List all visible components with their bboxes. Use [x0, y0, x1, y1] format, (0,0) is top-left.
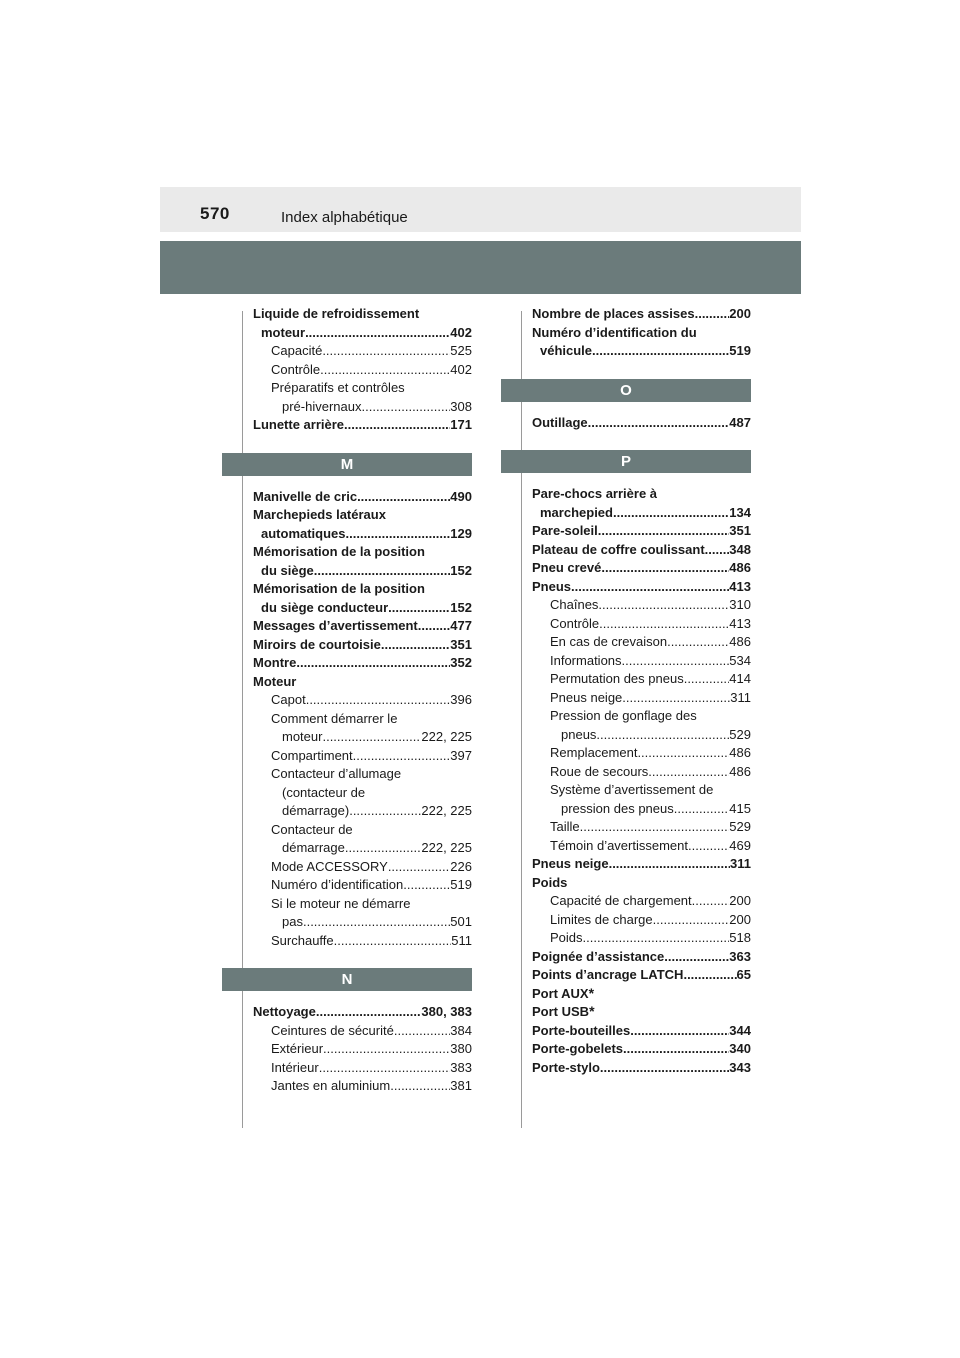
- dot-leader: [357, 488, 450, 507]
- index-entry-page: 363: [729, 948, 751, 964]
- index-entry-text: Pression de gonflage des: [550, 708, 697, 723]
- index-entry-text: Moteur: [253, 673, 297, 689]
- index-entry-text: moteur: [261, 324, 306, 340]
- index-entry-page: 152: [450, 599, 472, 615]
- index-entry-text: Messages d’avertissement: [253, 618, 418, 633]
- index-entry-text: pas: [282, 914, 303, 929]
- index-entry: [532, 652, 751, 671]
- index-entry-text: Ceintures de sécurité: [271, 1022, 394, 1038]
- index-entry-text: (contacteur de: [282, 784, 366, 800]
- index-entry-page: 351: [729, 523, 751, 538]
- dot-leader: [692, 892, 730, 911]
- dot-leader: [320, 361, 450, 380]
- index-group: [253, 1003, 472, 1096]
- index-entry: [532, 966, 751, 985]
- dot-leader: [418, 617, 451, 636]
- index-entry-text: Port USB: [532, 1004, 590, 1019]
- index-entry: [253, 691, 472, 710]
- index-entry-page: 529: [729, 819, 751, 834]
- index-entry-text: Préparatifs et contrôles: [271, 380, 405, 395]
- index-entry: [253, 416, 472, 435]
- dot-leader: [688, 837, 729, 856]
- index-entry-text: Surchauffe: [271, 932, 334, 948]
- index-entry: [253, 379, 472, 398]
- index-entry-text: Intérieur: [271, 1059, 319, 1075]
- index-entry-text: Porte-gobelets: [532, 1041, 624, 1056]
- index-entry-text: Plateau de coffre coulissant: [532, 541, 705, 557]
- index-entry-text: Numéro d’identification: [271, 877, 404, 892]
- index-entry-text: Pare-soleil: [532, 523, 598, 538]
- dot-leader: [306, 691, 451, 710]
- index-entry-page: 519: [729, 343, 751, 358]
- dot-leader: [345, 839, 422, 858]
- index-group: [532, 414, 751, 433]
- index-entry-text: Témoin d’avertissement: [550, 837, 688, 853]
- index-entry-page: 344: [729, 1022, 751, 1038]
- index-entry: [532, 744, 751, 763]
- index-entry-page: 129: [450, 525, 472, 541]
- index-entry-page: 222, 225: [421, 729, 472, 744]
- index-entry: [253, 1003, 472, 1022]
- index-entry-text: Poignée d’assistance: [532, 948, 665, 964]
- index-entry-page: 383: [450, 1059, 472, 1075]
- index-entry-page: 343: [729, 1059, 751, 1075]
- index-entry-page: 486: [729, 634, 751, 649]
- index-entry-page: 352: [450, 655, 472, 670]
- index-entry: [532, 707, 751, 726]
- page-title: Index alphabétique: [281, 209, 408, 226]
- dot-leader: [683, 966, 736, 985]
- left-column-rule: [242, 311, 243, 1128]
- index-entry-page: 529: [729, 726, 751, 742]
- dot-leader: [388, 858, 450, 877]
- dot-leader: [353, 747, 451, 766]
- dot-leader: [609, 855, 730, 874]
- dot-leader: [600, 1059, 729, 1078]
- index-entry-text: marchepied: [540, 504, 613, 520]
- dot-leader: [653, 911, 730, 930]
- dot-leader: [303, 913, 450, 932]
- index-group: [532, 485, 751, 1077]
- index-entry-page: 310: [729, 597, 751, 612]
- index-entry: [532, 559, 751, 578]
- index-entry: [532, 726, 751, 745]
- letter-heading-p: P: [501, 450, 751, 473]
- index-entry: [253, 839, 472, 858]
- letter-heading-n: N: [222, 968, 472, 991]
- index-entry-text: Liquide de refroidissement: [253, 306, 420, 321]
- dot-leader: [305, 324, 450, 343]
- index-entry-page: 311: [730, 689, 751, 705]
- header-band: [160, 241, 801, 294]
- index-entry-page: 381: [450, 1078, 472, 1093]
- index-entry: [253, 858, 472, 877]
- index-entry-text: Outillage: [532, 414, 588, 430]
- index-entry: [253, 525, 472, 544]
- index-entry: [532, 837, 751, 856]
- dot-leader: [583, 929, 730, 948]
- index-entry-text: démarrage: [282, 840, 345, 855]
- index-entry-text: Pneus neige: [550, 689, 623, 705]
- index-entry: [253, 747, 472, 766]
- index-entry-text: Informations: [550, 652, 622, 668]
- index-entry: [253, 895, 472, 914]
- index-entry-text: Si le moteur ne démarre: [271, 895, 411, 911]
- dot-leader: [622, 652, 730, 671]
- dot-leader: [623, 1040, 729, 1059]
- index-entry-text: Lunette arrière: [253, 417, 345, 432]
- index-entry-text: Chaînes: [550, 597, 599, 612]
- index-entry-text: Nettoyage: [253, 1004, 316, 1019]
- index-entry-text: Capacité: [271, 343, 323, 358]
- index-entry-text: Comment démarrer le: [271, 710, 398, 726]
- index-entry-text: moteur: [282, 729, 323, 744]
- index-entry-page: 501: [450, 914, 472, 929]
- index-entry: [253, 1040, 472, 1059]
- dot-leader: [316, 1003, 422, 1022]
- index-entry: [253, 784, 472, 803]
- dot-leader: [344, 416, 450, 435]
- dot-leader: [684, 670, 730, 689]
- index-entry-page: 518: [729, 930, 751, 945]
- index-entry-page: 469: [729, 837, 751, 853]
- dot-leader: [598, 522, 730, 541]
- index-entry: [253, 324, 472, 343]
- index-entry-text: En cas de crevaison: [550, 634, 668, 649]
- index-entry-page: 397: [450, 747, 472, 763]
- index-entry-page: 152: [450, 562, 472, 578]
- index-entry-text: Marchepieds latéraux: [253, 507, 386, 522]
- dot-leader: [622, 689, 730, 708]
- index-entry-page: 134: [729, 504, 751, 520]
- index-entry-page: 413: [729, 578, 751, 594]
- right-index-column: [532, 305, 751, 1077]
- index-group: [253, 488, 472, 951]
- index-entry-text: pré-hivernaux: [282, 398, 362, 414]
- dot-leader: [598, 596, 729, 615]
- index-entry-text: Montre: [253, 655, 297, 670]
- index-entry-text: Capacité de chargement: [550, 893, 692, 908]
- index-entry-page: 402: [450, 324, 472, 340]
- index-entry-page: 65: [736, 967, 751, 982]
- index-entry-text: démarrage): [282, 803, 350, 818]
- dot-leader: [296, 654, 450, 673]
- index-entry: [532, 855, 751, 874]
- index-entry-page: 525: [450, 343, 472, 358]
- index-entry: [532, 1059, 751, 1078]
- index-entry: [253, 710, 472, 729]
- dot-leader: [388, 599, 450, 618]
- index-entry: [532, 541, 751, 560]
- index-entry: [253, 1059, 472, 1078]
- index-entry: [532, 485, 751, 504]
- dot-leader: [705, 541, 730, 560]
- index-entry-text: pneus: [561, 726, 597, 742]
- letter-heading-o: O: [501, 379, 751, 402]
- index-entry-page: 477: [450, 618, 472, 633]
- index-entry-text: Taille: [550, 819, 580, 834]
- dot-leader: [613, 504, 729, 523]
- dot-leader: [322, 342, 450, 361]
- index-entry: [253, 305, 472, 324]
- page-number: 570: [200, 204, 230, 223]
- dot-leader: [314, 562, 451, 581]
- index-entry-text: véhicule: [540, 343, 593, 358]
- dot-leader: [599, 615, 729, 634]
- index-entry: [253, 599, 472, 618]
- index-entry: [253, 673, 472, 692]
- index-entry: [253, 728, 472, 747]
- index-entry: [532, 414, 751, 433]
- index-entry-page: 384: [450, 1022, 472, 1038]
- index-entry: [253, 361, 472, 380]
- index-entry: Port USB *: [532, 1003, 751, 1022]
- index-entry-text: Poids: [550, 930, 583, 945]
- index-entry-text: du siège conducteur: [261, 599, 389, 615]
- index-entry-page: 519: [450, 877, 472, 892]
- dot-leader: [596, 726, 729, 745]
- index-entry-text: Port AUX: [532, 985, 589, 1001]
- index-entry-text: Porte-bouteilles: [532, 1022, 631, 1038]
- index-entry-page: 414: [729, 671, 751, 686]
- index-entry-text: Contrôle: [550, 615, 600, 631]
- index-entry: [253, 876, 472, 895]
- dot-leader: [394, 1022, 450, 1041]
- index-entry: [253, 580, 472, 599]
- index-entry-page: 226: [450, 858, 472, 874]
- dot-leader: [346, 525, 451, 544]
- dot-leader: [334, 932, 452, 951]
- index-entry: [253, 654, 472, 673]
- index-entry-page: 487: [729, 414, 751, 430]
- index-entry: [532, 324, 751, 343]
- index-entry-page: 486: [729, 560, 751, 575]
- header-bar: [160, 187, 801, 232]
- index-entry: [532, 305, 751, 324]
- index-entry-page: 222, 225: [421, 803, 472, 818]
- index-entry-text: Extérieur: [271, 1041, 324, 1056]
- index-entry: [253, 617, 472, 636]
- index-entry-page: 402: [450, 361, 472, 377]
- index-entry: [532, 615, 751, 634]
- index-entry-text: Jantes en aluminium: [271, 1078, 391, 1093]
- index-entry-page: 340: [729, 1041, 751, 1056]
- index-entry: [253, 1022, 472, 1041]
- index-entry-page: 413: [729, 615, 751, 631]
- dot-leader: [630, 1022, 729, 1041]
- index-entry: [253, 543, 472, 562]
- index-entry: [253, 636, 472, 655]
- right-column-rule: [521, 311, 522, 1128]
- index-entry: [532, 596, 751, 615]
- index-entry-text: Pneu crevé: [532, 560, 602, 575]
- index-entry: [532, 781, 751, 800]
- index-entry: [532, 1022, 751, 1041]
- index-entry: [532, 504, 751, 523]
- dot-leader: [588, 414, 730, 433]
- dot-leader: [381, 636, 450, 655]
- index-entry-page: 200: [729, 306, 751, 321]
- index-entry-text: Système d’avertissement de: [550, 782, 714, 797]
- dot-leader: [667, 633, 729, 652]
- index-entry: [253, 506, 472, 525]
- index-entry: [253, 913, 472, 932]
- index-entry-text: Permutation des pneus: [550, 671, 684, 686]
- index-entry: [253, 488, 472, 507]
- dot-leader: [637, 744, 729, 763]
- index-entry-page: 396: [450, 692, 472, 707]
- index-entry: [253, 398, 472, 417]
- index-entry-page: 511: [451, 932, 472, 948]
- index-entry: [532, 670, 751, 689]
- index-entry: [253, 342, 472, 361]
- index-entry-text: Limites de charge: [550, 911, 653, 927]
- index-entry-text: Roue de secours: [550, 763, 649, 779]
- index-entry-page: 171: [450, 417, 472, 432]
- dot-leader: [323, 1040, 450, 1059]
- index-entry: [532, 892, 751, 911]
- index-entry: Port AUX *: [532, 985, 751, 1004]
- index-entry-text: Nombre de places assises: [532, 306, 695, 321]
- index-entry: [532, 689, 751, 708]
- index-entry-text: Remplacement: [550, 745, 638, 760]
- index-entry-page: 222, 225: [421, 840, 472, 855]
- dot-leader: [592, 342, 729, 361]
- index-entry-page: 534: [729, 652, 751, 668]
- index-entry-text: Pare-chocs arrière à: [532, 486, 658, 501]
- index-entry-text: Mémorisation de la position: [253, 581, 425, 596]
- index-entry-text: Mode ACCESSORY: [271, 858, 388, 874]
- index-entry: [532, 929, 751, 948]
- index-entry: [532, 342, 751, 361]
- dot-leader: [648, 763, 729, 782]
- index-entry-page: 351: [450, 636, 472, 652]
- index-entry-text: Porte-stylo: [532, 1059, 600, 1075]
- index-entry: [532, 763, 751, 782]
- index-entry-text: Contacteur d’allumage: [271, 766, 402, 781]
- dot-leader: [403, 876, 450, 895]
- index-entry-page: 311: [730, 856, 751, 871]
- index-entry-text: Capot: [271, 692, 306, 707]
- index-entry-page: 486: [729, 763, 751, 779]
- index-entry-text: Poids: [532, 874, 568, 890]
- index-entry: [253, 562, 472, 581]
- index-entry: [253, 1077, 472, 1096]
- index-entry-page: 380, 383: [421, 1004, 472, 1019]
- index-group: [253, 305, 472, 435]
- index-entry: [532, 818, 751, 837]
- index-entry-text: Numéro d’identification du: [532, 324, 697, 340]
- index-entry-text: du siège: [261, 562, 314, 578]
- dot-leader: [674, 800, 730, 819]
- index-entry: [532, 522, 751, 541]
- index-entry-text: Pneus: [532, 578, 572, 594]
- dot-leader: [695, 305, 730, 324]
- index-entry-page: 486: [729, 745, 751, 760]
- index-entry-page: 200: [729, 911, 751, 927]
- dot-leader: [362, 398, 451, 417]
- index-entry: [532, 874, 751, 893]
- dot-leader: [390, 1077, 450, 1096]
- index-entry: [532, 911, 751, 930]
- index-entry-page: 490: [450, 488, 472, 504]
- index-entry-text: Mémorisation de la position: [253, 544, 425, 559]
- index-entry-page: 308: [450, 398, 472, 414]
- index-group: [532, 305, 751, 361]
- index-entry: [532, 1040, 751, 1059]
- dot-leader: [322, 728, 421, 747]
- index-entry-page: 415: [729, 800, 751, 816]
- index-entry-text: Miroirs de courtoisie: [253, 636, 381, 652]
- index-entry-text: Manivelle de cric: [253, 488, 358, 504]
- index-entry: [532, 948, 751, 967]
- index-entry-text: Pneus neige: [532, 856, 609, 871]
- index-entry-page: 380: [450, 1041, 472, 1056]
- index-entry-text: automatiques: [261, 525, 346, 541]
- index-entry: [532, 578, 751, 597]
- dot-leader: [664, 948, 729, 967]
- dot-leader: [580, 818, 730, 837]
- index-entry: [532, 633, 751, 652]
- index-entry-page: 348: [729, 541, 751, 557]
- index-entry-text: Points d’ancrage LATCH: [532, 967, 684, 982]
- dot-leader: [349, 802, 421, 821]
- index-entry: [253, 765, 472, 784]
- index-entry-text: Compartiment: [271, 747, 353, 763]
- index-entry-text: Contrôle: [271, 361, 321, 377]
- left-index-column: [253, 305, 472, 1096]
- index-entry-page: 200: [729, 893, 751, 908]
- index-entry: [253, 932, 472, 951]
- index-entry: [253, 802, 472, 821]
- index-entry: [253, 821, 472, 840]
- index-entry: [532, 800, 751, 819]
- dot-leader: [319, 1059, 451, 1078]
- dot-leader: [571, 578, 729, 597]
- dot-leader: [601, 559, 729, 578]
- index-entry-text: Contacteur de: [271, 821, 353, 837]
- letter-heading-m: M: [222, 453, 472, 476]
- index-entry-text: pression des pneus: [561, 800, 674, 816]
